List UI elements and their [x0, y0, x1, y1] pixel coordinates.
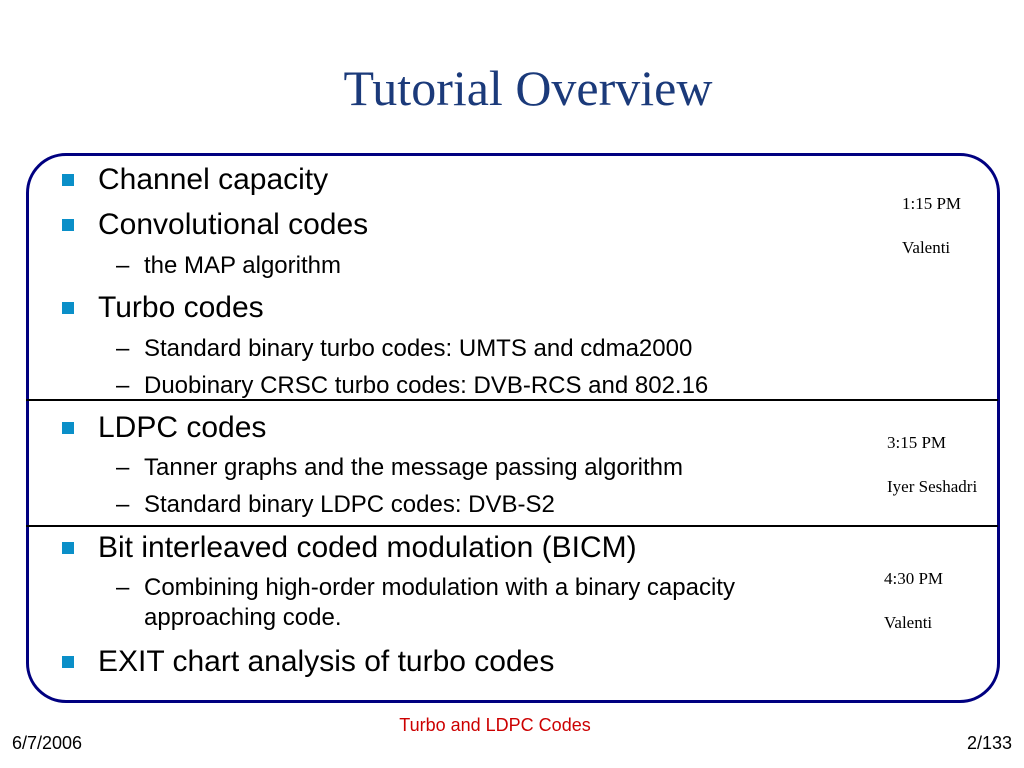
schedule-time: 1:15 PM — [902, 194, 962, 213]
section-divider-2 — [26, 525, 998, 527]
bullet-item-convolutional-codes — [62, 207, 368, 243]
sub-item-map-algorithm — [116, 251, 341, 281]
slide-title: Tutorial Overview — [343, 60, 713, 116]
square-bullet-icon — [62, 542, 74, 554]
dash-bullet-icon: – — [116, 454, 130, 481]
dash-bullet-icon: – — [116, 574, 130, 601]
sub-text: the MAP algorithm — [144, 252, 341, 279]
bullet-item-channel-capacity — [62, 162, 328, 198]
dash-bullet-icon: – — [116, 491, 130, 518]
square-bullet-icon — [62, 656, 74, 668]
schedule-note-3 — [884, 546, 943, 656]
square-bullet-icon — [62, 422, 74, 434]
square-bullet-icon — [62, 174, 74, 186]
bullet-text: Channel capacity — [98, 163, 329, 196]
schedule-speaker: Valenti — [902, 238, 951, 257]
sub-item-tanner-graphs — [116, 453, 683, 483]
sub-text: Tanner graphs and the message passing algorithm — [144, 454, 683, 481]
bullet-text: Convolutional codes — [98, 208, 369, 241]
bullet-item-turbo-codes — [62, 290, 264, 326]
bullet-text: EXIT chart analysis of turbo codes — [98, 645, 555, 678]
sub-text: Standard binary LDPC codes: DVB-S2 — [144, 491, 555, 518]
square-bullet-icon — [62, 219, 74, 231]
sub-item-duobinary-crsc — [116, 371, 708, 401]
sub-text: Duobinary CRSC turbo codes: DVB-RCS and 802.16 — [144, 372, 709, 399]
schedule-note-2 — [887, 410, 977, 520]
bullet-text: Turbo codes — [98, 291, 264, 324]
footer-title: Turbo and LDPC Codes — [399, 715, 591, 735]
bullet-text: Bit interleaved coded modulation (BICM) — [98, 531, 637, 564]
schedule-speaker: Iyer Seshadri — [887, 477, 978, 496]
schedule-speaker: Valenti — [884, 613, 933, 632]
bullet-text: LDPC codes — [98, 411, 267, 444]
sub-item-standard-binary-ldpc — [116, 490, 555, 520]
sub-text: Standard binary turbo codes: UMTS and cdma2000 — [144, 335, 693, 362]
sub-text: Combining high-order modulation with a binary capacity approaching code. — [144, 574, 735, 631]
sub-item-standard-binary-turbo — [116, 334, 692, 364]
sub-item-combining-modulation — [116, 573, 735, 633]
footer-date: 6/7/2006 — [12, 733, 83, 753]
dash-bullet-icon: – — [116, 372, 130, 399]
bullet-item-exit-chart — [62, 644, 554, 680]
schedule-note-1 — [902, 171, 961, 281]
dash-bullet-icon: – — [116, 335, 130, 362]
footer-page-number: 2/133 — [966, 733, 1012, 753]
dash-bullet-icon: – — [116, 252, 130, 279]
square-bullet-icon — [62, 302, 74, 314]
bullet-item-bicm — [62, 530, 637, 566]
schedule-time: 3:15 PM — [887, 433, 947, 452]
schedule-time: 4:30 PM — [884, 569, 944, 588]
bullet-item-ldpc-codes — [62, 410, 266, 446]
